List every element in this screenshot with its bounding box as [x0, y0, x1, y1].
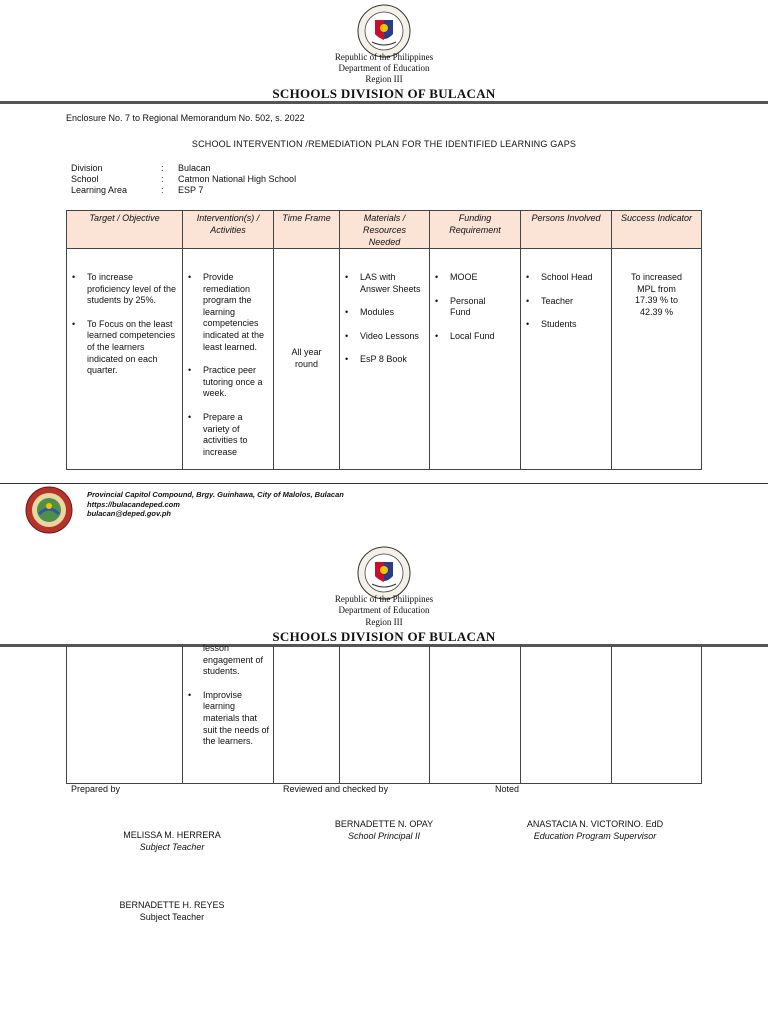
signatory-name: ANASTACIA N. VICTORINO. EdD — [526, 819, 664, 829]
material-item: • LAS with Answer Sheets — [360, 272, 421, 295]
header-funding: Funding Requirement — [430, 211, 521, 249]
signatory-bernadette-reyes — [86, 899, 258, 923]
interventions-cell — [183, 249, 274, 470]
funding-cell — [430, 249, 521, 470]
intervention-continuation: lesson engagement of students. — [203, 643, 264, 677]
persons-cell — [521, 249, 612, 470]
signatory-title: Subject Teacher — [139, 912, 205, 922]
enclosure-line: Enclosure No. 7 to Regional Memorandum No. 502, s. 2022 — [66, 113, 305, 123]
header-success: Success Indicator — [612, 211, 702, 249]
time-frame-cell — [274, 646, 340, 783]
division-logo — [25, 486, 73, 539]
intervention-plan-table-continued — [66, 643, 702, 784]
intervention-item: • Improvise learning materials that suit the needs of the learners. — [203, 690, 270, 748]
info-row-learning-area: Learning Area : ESP 7 — [71, 185, 204, 195]
table-row — [67, 249, 702, 470]
person-item: • Teacher — [541, 296, 611, 308]
header-target: Target / Objective — [67, 211, 183, 249]
funding-item: • MOOE — [450, 272, 500, 284]
department-line: Department of Education — [338, 605, 430, 615]
table-row — [67, 646, 702, 783]
success-cell — [612, 646, 702, 783]
intervention-item: • Prepare a variety of activities to increase — [203, 412, 270, 458]
info-block — [71, 163, 296, 196]
info-row-division: Division : Bulacan — [71, 163, 211, 173]
objectives-cell — [67, 646, 183, 783]
header-interventions: Intervention(s) / Activities — [183, 211, 274, 249]
footer-divider — [0, 483, 768, 484]
objective-item: • To increase proficiency level of the students by 25%. — [87, 272, 178, 307]
interventions-cell — [183, 643, 274, 783]
material-item: • Modules — [360, 307, 421, 319]
footer-contact — [87, 490, 344, 519]
table-header-row — [67, 211, 702, 249]
materials-cell — [340, 646, 430, 783]
signatory-anastacia — [495, 818, 695, 842]
signatory-bernadette-opay — [298, 818, 470, 842]
signatory-name: MELISSA M. HERRERA — [123, 830, 221, 840]
noted-label: Noted — [495, 784, 520, 794]
persons-cell — [521, 646, 612, 783]
signatory-title: Subject Teacher — [139, 842, 205, 852]
intervention-plan-table — [66, 210, 702, 470]
intervention-item: • Provide remediation program the learning competencies indicated at the least learned. — [203, 272, 270, 353]
person-item: • Students — [541, 319, 611, 331]
funding-item: • Personal Fund — [450, 296, 500, 319]
republic-line: Republic of the Philippines — [334, 52, 434, 62]
signatory-name: BERNADETTE N. OPAY — [334, 819, 434, 829]
materials-cell — [340, 249, 430, 470]
funding-item: • Local Fund — [450, 331, 500, 343]
material-item: • EsP 8 Book — [360, 354, 421, 366]
signatory-title: School Principal II — [347, 831, 421, 841]
document-title: SCHOOL INTERVENTION /REMEDIATION PLAN FOR THE IDENTIFIED LEARNING GAPS — [191, 139, 577, 149]
funding-cell — [430, 646, 521, 783]
office-title: SCHOOLS DIVISION OF BULACAN — [272, 629, 496, 644]
person-item: • School Head — [541, 272, 611, 284]
signatory-melissa — [86, 829, 258, 853]
header-divider — [0, 101, 768, 104]
reviewed-label: Reviewed and checked by — [283, 784, 389, 794]
footer-website[interactable]: https://bulacandeped.com — [87, 499, 180, 509]
signatory-name: BERNADETTE H. REYES — [119, 900, 225, 910]
prepared-by-label: Prepared by — [71, 784, 121, 794]
region-line: Region III — [365, 74, 403, 84]
intervention-item: • Practice peer tutoring once a week. — [203, 365, 270, 400]
info-row-school: School : Catmon National High School — [71, 174, 297, 184]
material-item: • Video Lessons — [360, 331, 421, 343]
header-materials: Materials / Resources Needed — [340, 211, 430, 249]
region-line: Region III — [365, 617, 403, 627]
footer-email[interactable]: bulacan@deped.gov.ph — [87, 509, 171, 518]
header-time-frame: Time Frame — [274, 211, 340, 249]
signatory-title: Education Program Supervisor — [533, 831, 657, 841]
republic-line: Republic of the Philippines — [334, 594, 434, 604]
time-frame-cell: All year round — [274, 249, 340, 470]
success-cell: To increased MPL from 17.39 % to 42.39 % — [612, 249, 702, 470]
department-line: Department of Education — [338, 63, 430, 73]
objective-item: • To Focus on the least learned competencies of the learners indicated on each quarter. — [87, 319, 178, 377]
objectives-cell — [67, 249, 183, 470]
header-persons: Persons Involved — [521, 211, 612, 249]
footer-address: Provincial Capitol Compound, Brgy. Guinhawa, City of Malolos, Bulacan — [87, 490, 344, 499]
office-title: SCHOOLS DIVISION OF BULACAN — [272, 86, 496, 101]
